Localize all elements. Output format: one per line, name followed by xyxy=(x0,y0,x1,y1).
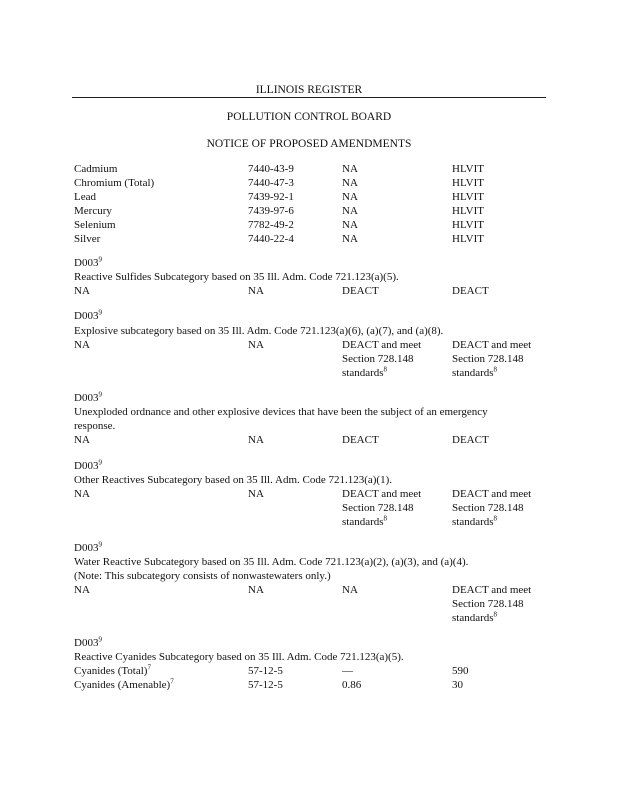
cas-number: 7782-49-2 xyxy=(248,219,294,231)
cas-number: NA xyxy=(74,488,90,500)
register-title: ILLINOIS REGISTER xyxy=(255,84,363,96)
cas-number: NA xyxy=(74,339,90,351)
nonwastewater-standard: DEACT and meet xyxy=(452,488,532,500)
wastewater-standard: DEACT and meet xyxy=(342,339,422,351)
constituent-name: Mercury xyxy=(74,205,112,217)
nonwastewater-standard: HLVIT xyxy=(452,177,484,189)
nonwastewater-standard: Section 728.148 xyxy=(452,353,524,365)
subcategory-description: Unexploded ordnance and other explosive devices that have been the subject of an emergency xyxy=(74,406,488,418)
wastewater-standard: — xyxy=(342,665,353,677)
subcategory-description: Reactive Cyanides Subcategory based on 35 Ill. Adm. Code 721.123(a)(5). xyxy=(74,651,404,663)
nonwastewater-standard: standards$^8$ xyxy=(452,610,498,624)
cas-number: 7440-22-4 xyxy=(248,233,294,245)
wastewater-standard: NA xyxy=(342,233,358,245)
constituent-name: Cyanides (Amenable)$^7$ xyxy=(74,677,174,691)
cas-number: 7440-47-3 xyxy=(248,177,294,189)
nonwastewater-standard: Section 728.148 xyxy=(452,598,524,610)
subcategory-note: (Note: This subcategory consists of nonwastewaters only.) xyxy=(74,570,331,582)
wastewater-standard: Section 728.148 xyxy=(342,502,414,514)
wastewater-standard: NA xyxy=(342,163,358,175)
cas-number: 57-12-5 xyxy=(248,679,283,691)
wastewater-standard: DEACT and meet xyxy=(342,488,422,500)
nonwastewater-standard: DEACT and meet xyxy=(452,584,532,596)
subcategory-description: response. xyxy=(74,420,116,432)
subcategory-description: Water Reactive Subcategory based on 35 Ill. Adm. Code 721.123(a)(2), (a)(3), and (a)(4). xyxy=(74,556,469,568)
wastewater-standard: Section 728.148 xyxy=(342,353,414,365)
cas-number: 7440-43-9 xyxy=(248,163,294,175)
cas-number: NA xyxy=(74,285,90,297)
cas-number: NA xyxy=(248,285,264,297)
cas-number: NA xyxy=(248,584,264,596)
cas-number: NA xyxy=(248,434,264,446)
cas-number: NA xyxy=(74,434,90,446)
cas-number: NA xyxy=(248,339,264,351)
cas-number: 57-12-5 xyxy=(248,665,283,677)
subcategory-description: Other Reactives Subcategory based on 35 Ill. Adm. Code 721.123(a)(1). xyxy=(74,474,393,486)
waste-code: $D003^9$ xyxy=(74,540,102,554)
constituent-name: Selenium xyxy=(74,219,116,231)
nonwastewater-standard: standards$^8$ xyxy=(452,514,498,528)
waste-code: $D003^9$ xyxy=(74,635,102,649)
nonwastewater-standard: DEACT xyxy=(452,434,489,446)
waste-code: $D003^9$ xyxy=(74,458,102,472)
wastewater-standard: DEACT xyxy=(342,434,379,446)
wastewater-standard: standards$^8$ xyxy=(342,514,388,528)
nonwastewater-standard: DEACT and meet xyxy=(452,339,532,351)
cas-number: 7439-92-1 xyxy=(248,191,294,203)
cas-number: 7439-97-6 xyxy=(248,205,294,217)
nonwastewater-standard: HLVIT xyxy=(452,219,484,231)
wastewater-standard: NA xyxy=(342,191,358,203)
nonwastewater-standard: HLVIT xyxy=(452,191,484,203)
wastewater-standard: NA xyxy=(342,584,358,596)
nonwastewater-standard: HLVIT xyxy=(452,205,484,217)
nonwastewater-standard: HLVIT xyxy=(452,233,484,245)
wastewater-standard: NA xyxy=(342,205,358,217)
nonwastewater-standard: 590 xyxy=(452,665,469,677)
board-title: POLLUTION CONTROL BOARD xyxy=(226,111,392,123)
constituent-name: Cadmium xyxy=(74,163,118,175)
constituent-name: Chromium (Total) xyxy=(74,177,155,189)
constituent-name: Cyanides (Total)$^7$ xyxy=(74,663,151,677)
cas-number: NA xyxy=(248,488,264,500)
header-rule xyxy=(72,97,546,98)
wastewater-standard: 0.86 xyxy=(342,679,362,691)
subcategory-description: Reactive Sulfides Subcategory based on 35 Ill. Adm. Code 721.123(a)(5). xyxy=(74,271,399,283)
wastewater-standard: DEACT xyxy=(342,285,379,297)
wastewater-standard: NA xyxy=(342,219,358,231)
waste-code: $D003^9$ xyxy=(74,308,102,322)
nonwastewater-standard: DEACT xyxy=(452,285,489,297)
waste-code: $D003^9$ xyxy=(74,255,102,269)
nonwastewater-standard: standards$^8$ xyxy=(452,365,498,379)
waste-code: $D003^9$ xyxy=(74,390,102,404)
constituent-name: Silver xyxy=(74,233,101,245)
subcategory-description: Explosive subcategory based on 35 Ill. Adm. Code 721.123(a)(6), (a)(7), and (a)(8). xyxy=(74,325,444,337)
notice-title: NOTICE OF PROPOSED AMENDMENTS xyxy=(206,138,412,150)
cas-number: NA xyxy=(74,584,90,596)
wastewater-standard: NA xyxy=(342,177,358,189)
constituent-name: Lead xyxy=(74,191,96,203)
nonwastewater-standard: 30 xyxy=(452,679,463,691)
nonwastewater-standard: HLVIT xyxy=(452,163,484,175)
wastewater-standard: standards$^8$ xyxy=(342,365,388,379)
nonwastewater-standard: Section 728.148 xyxy=(452,502,524,514)
